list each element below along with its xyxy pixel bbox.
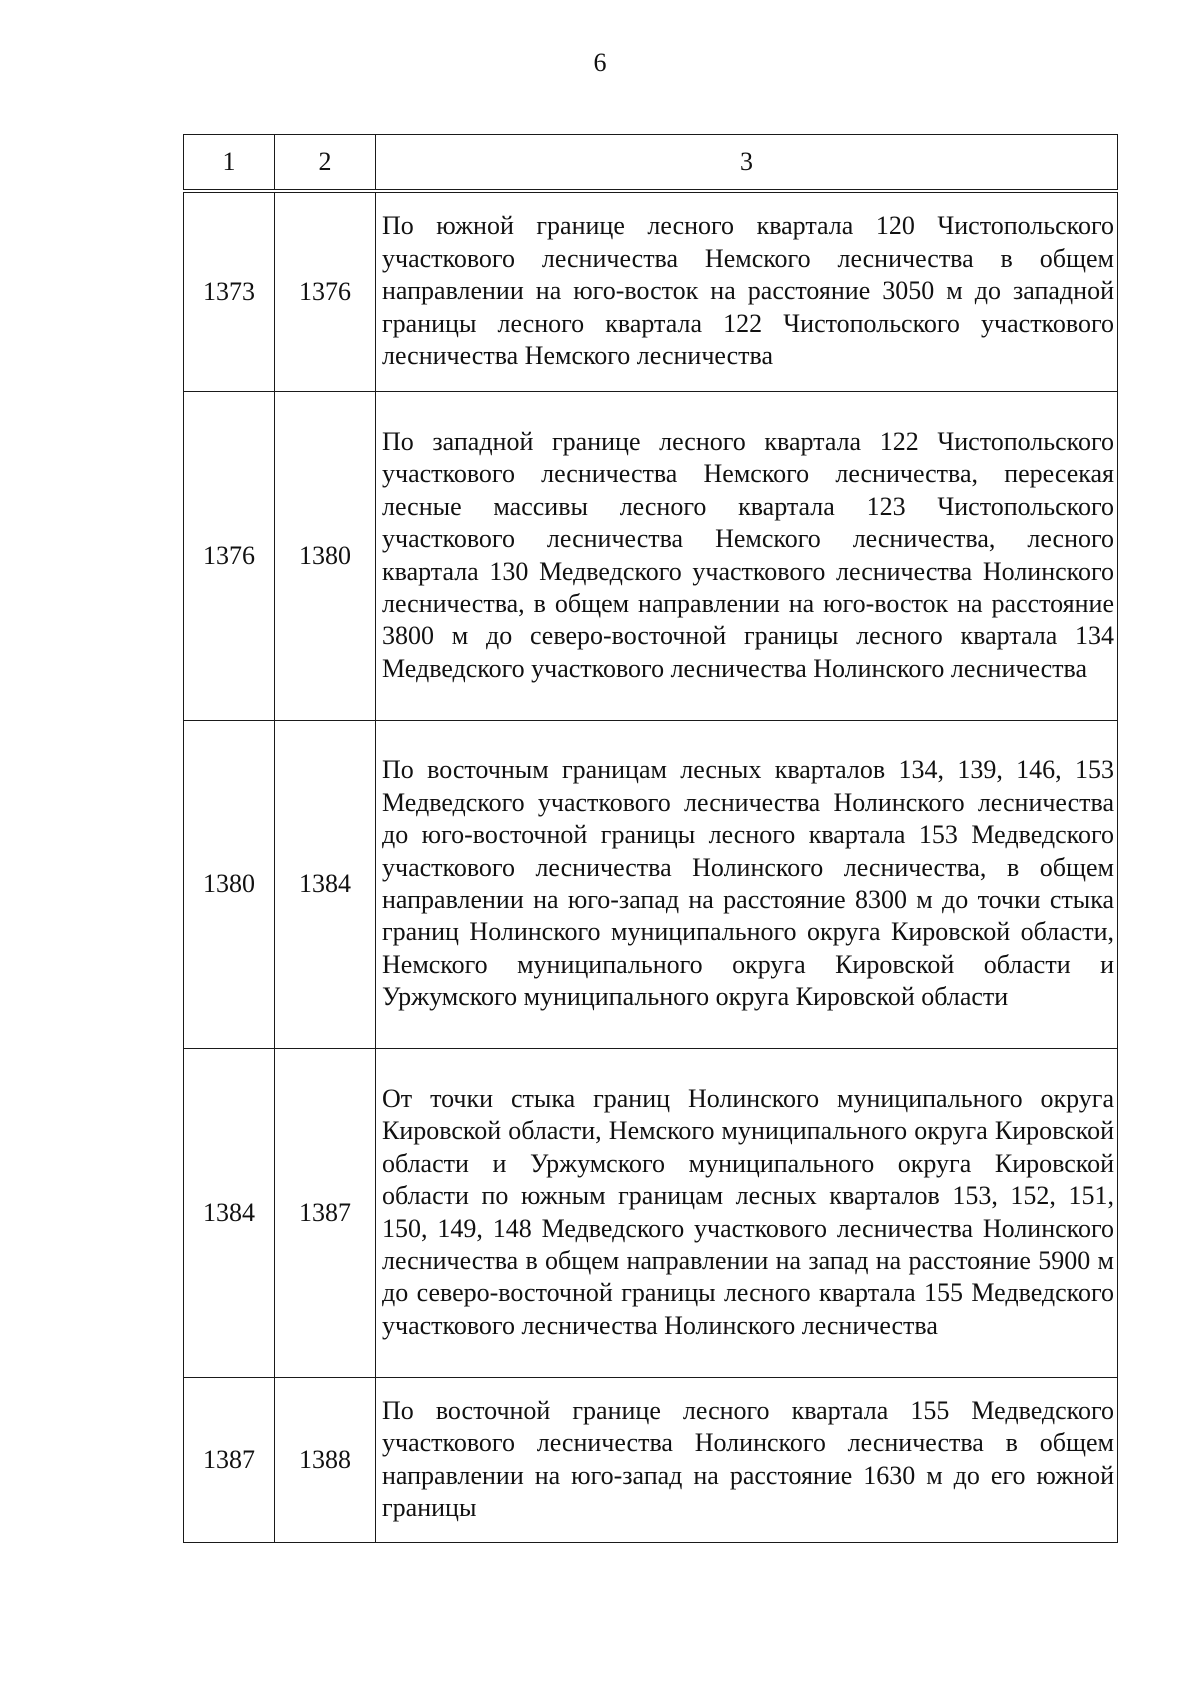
point-to: 1388 — [275, 1378, 376, 1543]
header-cell-1: 1 — [184, 135, 275, 192]
point-from: 1380 — [184, 721, 275, 1049]
point-to: 1387 — [275, 1049, 376, 1378]
boundary-description: По восточным границам лесных кварталов 134, 139, 146, 153 Медведского участкового лесничества Нолинского лесничества до юго-восточной границы лесного квартала 153 Медведского участкового лесничества Нолинского лесничества, в общем направлении на юго-запад на расстояние 8300 м до точки стыка границ Нолинского муниципального округа Кировской области, Немского муниципального округа Кировской области и Уржумского муниципального округа Кировской области — [376, 721, 1118, 1049]
point-from: 1384 — [184, 1049, 275, 1378]
point-from: 1376 — [184, 392, 275, 721]
page-number: 6 — [593, 48, 607, 77]
boundary-table — [183, 134, 1118, 1543]
boundary-description: От точки стыка границ Нолинского муниципального округа Кировской области, Немского муниципального округа Кировской области и Уржумского муниципального округа Кировской области по южным границам лесных кварталов 153, 152, 151, 150, 149, 148 Медведского участкового лесничества Нолинского лесничества в общем направлении на запад на расстояние 5900 м до северо-восточной границы лесного квартала 155 Медведского участкового лесничества Нолинского лесничества — [376, 1049, 1118, 1378]
table-row — [184, 191, 1118, 392]
header-cell-2: 2 — [275, 135, 376, 192]
point-to: 1384 — [275, 721, 376, 1049]
boundary-description: По восточной границе лесного квартала 155 Медведского участкового лесничества Нолинского лесничества в общем направлении на юго-запад на расстояние 1630 м до его южной границы — [376, 1378, 1118, 1543]
table-row — [184, 1049, 1118, 1378]
table-row — [184, 392, 1118, 721]
point-to: 1380 — [275, 392, 376, 721]
boundary-description: По западной границе лесного квартала 122 Чистопольского участкового лесничества Немского лесничества, пересекая лесные массивы лесного квартала 123 Чистопольского участкового лесничества Немского лесничества, лесного квартала 130 Медведского участкового лесничества Нолинского лесничества, в общем направлении на юго-восток на расстояние 3800 м до северо-восточной границы лесного квартала 134 Медведского участкового лесничества Нолинского лесничества — [376, 392, 1118, 721]
point-to: 1376 — [275, 191, 376, 392]
table-header-row — [184, 135, 1118, 192]
header-cell-3: 3 — [376, 135, 1118, 192]
boundary-description: По южной границе лесного квартала 120 Чистопольского участкового лесничества Немского лесничества в общем направлении на юго-восток на расстояние 3050 м до западной границы лесного квартала 122 Чистопольского участкового лесничества Немского лесничества — [376, 191, 1118, 392]
point-from: 1373 — [184, 191, 275, 392]
table-row — [184, 1378, 1118, 1543]
point-from: 1387 — [184, 1378, 275, 1543]
table-row — [184, 721, 1118, 1049]
